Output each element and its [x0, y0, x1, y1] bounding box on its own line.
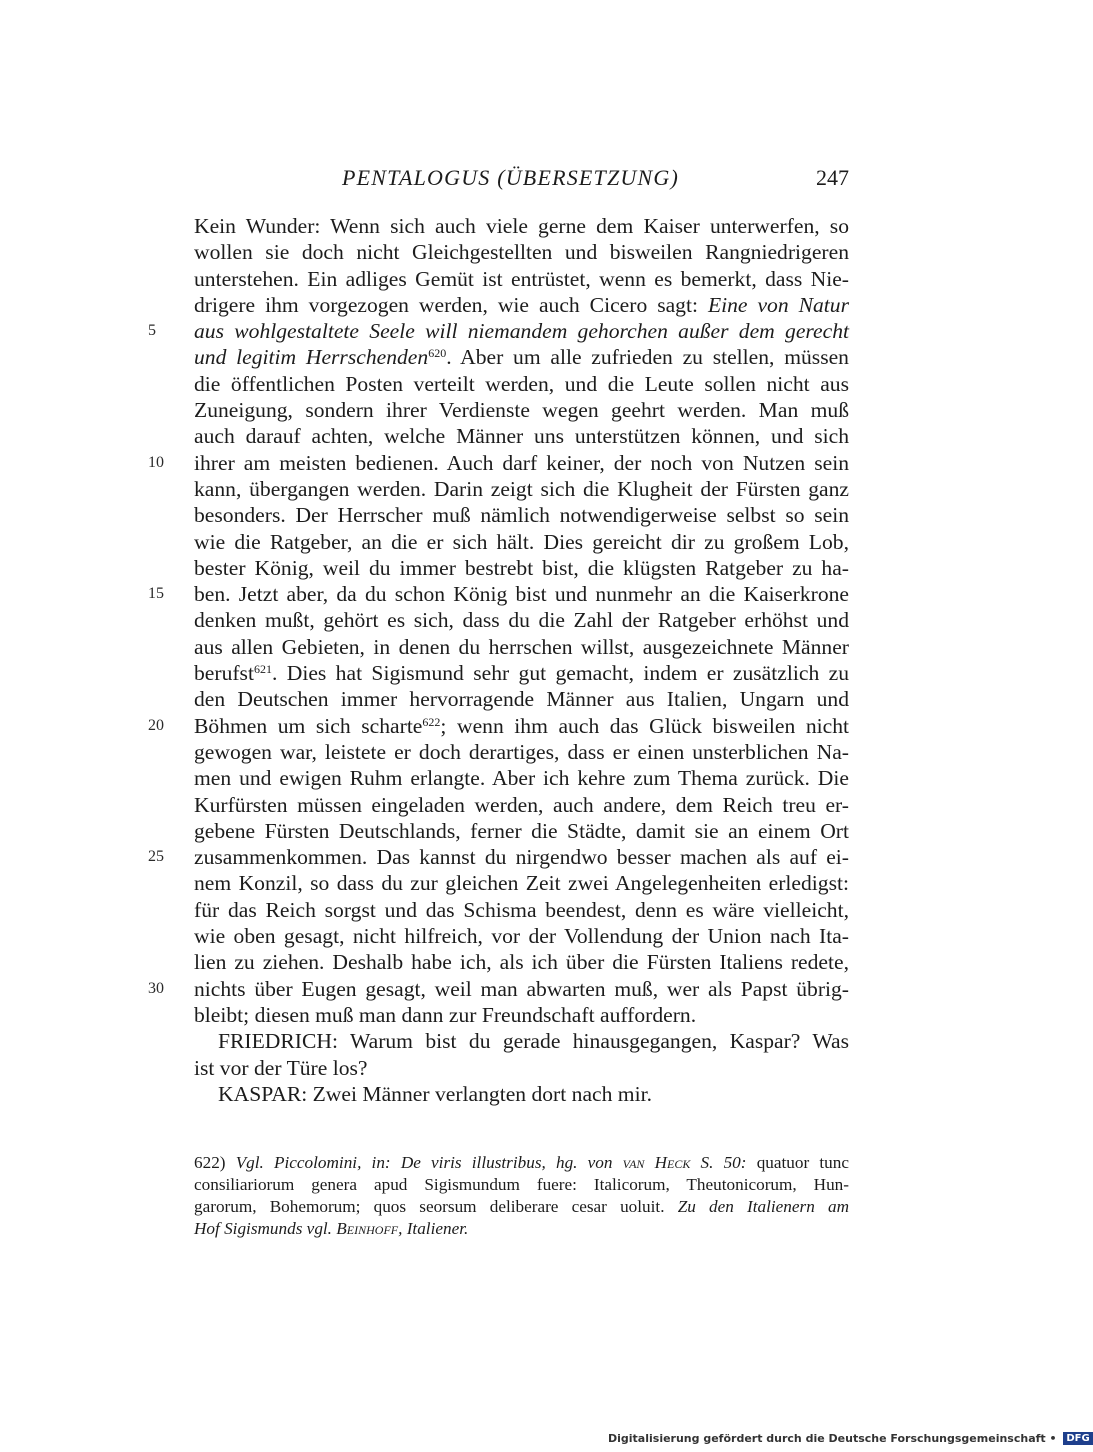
text-line: [148, 844, 849, 870]
text-line: [194, 1081, 849, 1107]
text-line: [148, 318, 849, 344]
text-run: nichts über Eugen gesagt, weil man abwarten muß, wer als Papst übrig-: [194, 976, 849, 1001]
text-line: [194, 1055, 849, 1081]
text-run: wie die Ratgeber, an die er sich hält. Dies gereicht dir zu großem Lob,: [194, 529, 849, 554]
text-line: [194, 213, 849, 239]
text-line: [194, 239, 849, 265]
page-number: 247: [816, 165, 849, 190]
text-line: [194, 476, 849, 502]
running-head: [194, 163, 849, 193]
italic-text: Vgl. Piccolomini, in: De viris illustribus, hg. von: [235, 1153, 623, 1172]
running-title: PENTALOGUS (ÜBERSETZUNG): [342, 165, 680, 190]
dfg-banner-separator: •: [1045, 1432, 1061, 1445]
text-line: [194, 634, 849, 660]
footnote-line: [194, 1174, 849, 1196]
text-run: bleibt; diesen muß man dann zur Freundschaft auffordern.: [194, 1002, 697, 1027]
footnote-line: [194, 1196, 849, 1218]
text-line: [194, 739, 849, 765]
text-run: ihrer am meisten bedienen. Auch darf keiner, der noch von Nutzen sein: [194, 450, 849, 475]
footnote-marker: 620: [428, 346, 447, 361]
text-run: bester König, weil du immer bestrebt bist, die klügsten Ratgeber zu ha-: [194, 555, 849, 580]
text-run: Zuneigung, sondern ihrer Verdienste wegen geehrt werden. Man muß: [194, 398, 849, 423]
text-run: quatuor tunc: [746, 1153, 849, 1172]
italic-text: , Italiener.: [398, 1219, 469, 1238]
italic-text: Zu den Italienern am: [677, 1197, 849, 1216]
text-run: ; wenn ihm auch das Glück bisweilen nicht: [440, 713, 849, 738]
text-line: [194, 555, 849, 581]
footnotes: [194, 1152, 849, 1240]
text-run: consiliariorum genera apud Sigismundum fuere: Italicorum, Theutonicorum, Hun-: [194, 1175, 849, 1194]
dfg-banner-text: Digitalisierung gefördert durch die Deutsche Forschungsgemeinschaft: [608, 1432, 1046, 1445]
text-run: . Aber um alle zufrieden zu stellen, müssen: [446, 345, 849, 370]
text-line: [194, 502, 849, 528]
body-text: [148, 213, 849, 1107]
footnote-line: [194, 1218, 849, 1240]
text-run: lien zu ziehen. Deshalb habe ich, als ich über die Fürsten Italiens redete,: [194, 950, 849, 975]
text-run: besonders. Der Herrscher muß nämlich notwendigerweise selbst so sein: [194, 503, 849, 528]
dfg-logo: DFG: [1063, 1432, 1092, 1445]
italic-text: Hof Sigismunds vgl.: [194, 1219, 337, 1238]
text-run: für das Reich sorgst und das Schisma beendest, denn es wäre vielleicht,: [194, 897, 849, 922]
italic-text: aus wohlgestaltete Seele will niemandem gehorchen außer dem gerecht: [194, 319, 849, 344]
line-number: 5: [148, 322, 156, 340]
text-run: Kein Wunder: Wenn sich auch viele gerne dem Kaiser unterwerfen, so: [194, 214, 849, 238]
italic-text: van Heck: [622, 1153, 691, 1172]
text-run: den Deutschen immer hervorragende Männer aus Italien, Ungarn und: [194, 687, 849, 712]
text-run: KASPAR: Zwei Männer verlangten dort nach mir.: [218, 1081, 653, 1106]
text-line: [194, 397, 849, 423]
line-number: 15: [148, 585, 164, 603]
text-line: [148, 450, 849, 476]
text-line: [194, 923, 849, 949]
line-number: 25: [148, 848, 164, 866]
text-run: ist vor der Türe los?: [194, 1055, 368, 1080]
text-line: [194, 949, 849, 975]
footnote-marker: 621: [253, 662, 272, 677]
footnote-marker: 622: [422, 714, 441, 729]
footnote-line: [194, 1152, 849, 1174]
italic-text: und legitim Herrschenden: [194, 345, 429, 370]
text-run: Kurfürsten müssen eingeladen werden, auch andere, dem Reich treu er-: [194, 792, 849, 817]
text-line: [194, 870, 849, 896]
text-run: gewogen war, leistete er doch derartiges, dass er einen unsterblichen Na-: [194, 739, 849, 764]
text-run: wie oben gesagt, nicht hilfreich, vor der Vollendung der Union nach Ita-: [194, 924, 849, 949]
italic-text: S. 50:: [690, 1153, 747, 1172]
text-line: [194, 897, 849, 923]
line-number: 20: [148, 716, 164, 734]
text-run: . Dies hat Sigismund sehr gut gemacht, indem er zusätzlich zu: [271, 661, 849, 686]
text-line: [194, 818, 849, 844]
text-run: drigere ihm vorgezogen werden, wie auch Cicero sagt:: [194, 292, 708, 317]
text-line: [194, 686, 849, 712]
text-run: denken mußt, gehört es sich, dass du die Zahl der Ratgeber erhöhst und: [194, 608, 849, 633]
text-run: kann, übergangen werden. Darin zeigt sich die Klugheit der Fürsten ganz: [194, 476, 849, 501]
text-line: [148, 581, 849, 607]
text-run: gebene Fürsten Deutschlands, ferner die Städte, damit sie an einem Ort: [194, 818, 849, 843]
text-line: [194, 423, 849, 449]
text-line: [194, 292, 849, 318]
text-run: auch darauf achten, welche Männer uns unterstützen können, und sich: [194, 424, 849, 449]
text-line: [194, 266, 849, 292]
text-line: [194, 607, 849, 633]
text-line: [194, 371, 849, 397]
text-line: [194, 344, 849, 370]
text-run: die öffentlichen Posten verteilt werden, und die Leute sollen nicht aus: [194, 371, 849, 396]
text-line: [148, 976, 849, 1002]
text-run: Böhmen um sich scharte: [194, 713, 423, 738]
text-run: nem Konzil, so dass du zur gleichen Zeit zwei Angelegenheiten erledigst:: [194, 871, 849, 896]
dfg-banner: [608, 1431, 1093, 1447]
line-number: 10: [148, 453, 164, 471]
text-line: [194, 765, 849, 791]
text-line: [194, 529, 849, 555]
text-run: wollen sie doch nicht Gleichgestellten und bisweilen Rangniedrigeren: [194, 240, 849, 265]
text-run: FRIEDRICH: Warum bist du gerade hinausgegangen, Kaspar? Was: [218, 1029, 849, 1054]
text-run: garorum, Bohemorum; quos seorsum deliberare cesar uoluit.: [194, 1197, 678, 1216]
text-run: aus allen Gebieten, in denen du herrschen willst, ausgezeichnete Männer: [194, 634, 849, 659]
text-run: ben. Jetzt aber, da du schon König bist und nunmehr an die Kaiserkrone: [194, 582, 849, 607]
italic-text: Eine von Natur: [707, 292, 849, 317]
text-run: 622): [194, 1153, 236, 1172]
text-run: men und ewigen Ruhm erlangte. Aber ich kehre zum Thema zurück. Die: [194, 766, 849, 791]
text-line: [194, 1028, 849, 1054]
text-run: berufst: [194, 661, 254, 686]
text-run: unterstehen. Ein adliges Gemüt ist entrüstet, wenn es bemerkt, dass Nie-: [194, 266, 849, 291]
line-number: 30: [148, 979, 164, 997]
text-line: [194, 792, 849, 818]
text-run: zusammenkommen. Das kannst du nirgendwo besser machen als auf ei-: [194, 845, 849, 870]
text-line: [194, 660, 849, 686]
text-line: [194, 1002, 849, 1028]
italic-text: Beinhoff: [336, 1219, 399, 1238]
text-line: [148, 713, 849, 739]
